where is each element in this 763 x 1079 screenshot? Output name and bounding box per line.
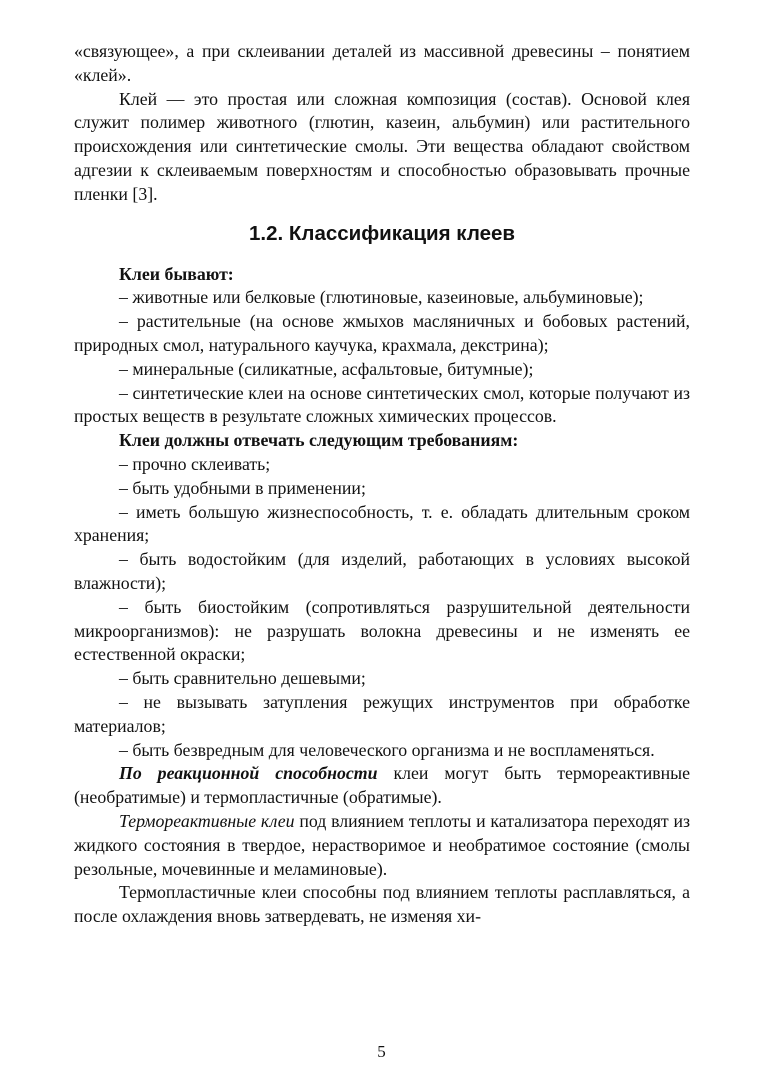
paragraph-thermoreactive [74, 810, 690, 881]
page-number: 5 [377, 1042, 386, 1061]
reactivity-text: клеи могут быть термореактивные (необратимые) и термопластичные (обратимые). [74, 763, 690, 808]
page-body [74, 40, 690, 929]
list-item: – быть биостойким (сопротивляться разрушительной деятельности микроорганизмов): не разрушать волокна древесины и не изменять ее естественной окраски; [74, 596, 690, 665]
thermoreactive-lead: Термореактивные клеи [119, 810, 295, 831]
list-item: – минеральные (силикатные, асфальтовые, битумные); [119, 358, 534, 379]
list-item: – быть водостойким (для изделий, работающих в условиях высокой влажности); [74, 549, 690, 593]
paragraph-thermoplastic: Термопластичные клеи способны под влиянием теплоты расплавляться, а после охлаждения вновь затвердевать, не изменяя хи- [74, 882, 690, 927]
list-item: – иметь большую жизнеспособность, т. е. обладать длительным сроком хранения; [74, 501, 690, 546]
list-item: – прочно склеивать; [119, 453, 271, 474]
list-item: – синтетические клеи на основе синтетических смол, которые получают из простых веществ в результате сложных химических процессов. [74, 382, 690, 427]
types-heading: Клеи бывают: [119, 263, 234, 284]
requirements-heading: Клеи должны отвечать следующим требованиям: [119, 430, 519, 451]
list-item: – быть удобными в применении; [119, 477, 366, 498]
list-item: – быть безвредным для человеческого организма и не воспламеняться. [119, 739, 655, 760]
list-item: – животные или белковые (глютиновые, казеиновые, альбуминовые); [119, 287, 644, 308]
paragraph-glue-definition: Клей — это простая или сложная композиция (состав). Основой клея служит полимер животного (глютин, казеин, альбумин) или растительного происхождения или синтетические смолы. Эти вещества обладают свойством адгезии к склеиваемым поверхностям и способностью образовывать прочные пленки [3]. [74, 88, 690, 204]
thermoreactive-text: под влиянием теплоты и катализатора переходят из жидкого состояния в твердое, нерастворимое и необратимое состояние (смолы резольные, мочевинные и меламиновые). [74, 810, 690, 879]
reactivity-lead: По реакционной способности [119, 763, 378, 784]
list-item: – не вызывать затупления режущих инструментов при обработке материалов; [74, 691, 690, 736]
paragraph-reactivity [74, 762, 690, 810]
paragraph-continuation: «связующее», а при склеивании деталей из массивной древесины – понятием «клей». [74, 41, 690, 85]
list-item: – быть сравнительно дешевыми; [119, 668, 366, 689]
section-title: 1.2. Классификация клеев [249, 221, 515, 245]
list-item: – растительные (на основе жмыхов масляничных и бобовых растений, природных смол, натурального каучука, крахмала, декстрина); [74, 311, 690, 355]
